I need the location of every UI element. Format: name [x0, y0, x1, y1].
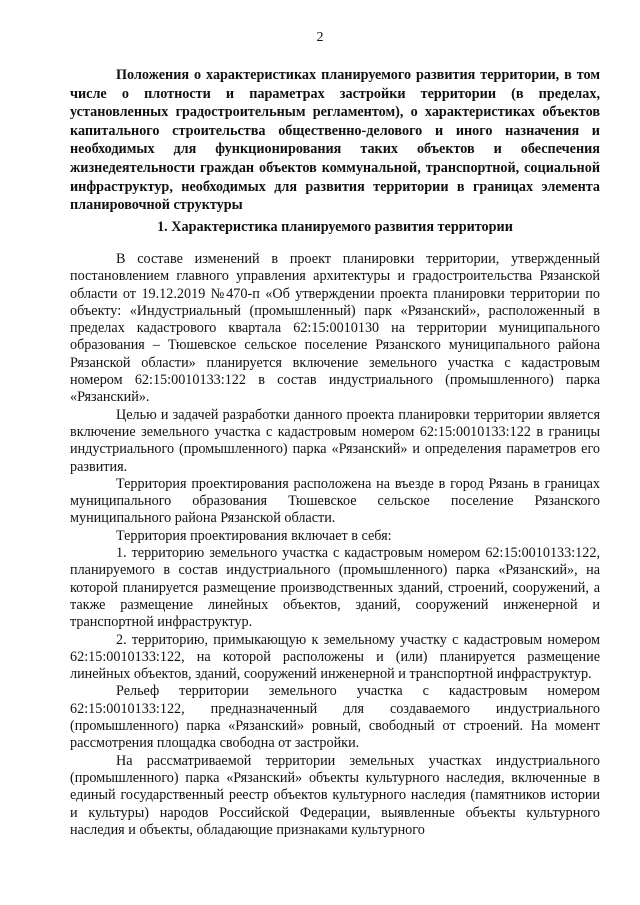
paragraph: Территория проектирования включает в себя:	[116, 527, 392, 544]
paragraph: Рельеф территории земельного участка с кадастровым номером 62:15:0010133:122, предназначенный для создаваемого индустриального (промышленного) парка «Рязанский» ровный, свободный от строений. На момент рассмотрения площадка свободна от застройки.	[70, 683, 600, 752]
paragraph: 1. территорию земельного участка с кадастровым номером 62:15:0010133:122, планируемого в состав индустриального (промышленного) парка «Рязанский», на которой планируется размещение производственных зданий, строений, сооружений, а также размещение линейных объектов, зданий, сооружений инженерной и транспортной инфраструктур.	[70, 545, 600, 631]
body-text	[70, 251, 600, 839]
page-number: 2	[316, 30, 324, 45]
paragraph: Территория проектирования расположена на въезде в город Рязань в границах муниципального образования Тюшевское сельское поселение Рязанского муниципального района Рязанской области.	[70, 475, 600, 527]
paragraph: 2. территорию, примыкающую к земельному участку с кадастровым номером 62:15:0010133:122, на которой расположены и (или) планируется размещение линейных объектов, зданий, сооружений инженерной и транспортной инфраструктур.	[70, 631, 600, 683]
section-title: 1. Характеристика планируемого развития территории	[157, 219, 513, 235]
document-heading: Положения о характеристиках планируемого развития территории, в том числе о плотности и параметрах застройки территории (в пределах, установленных градостроительным регламентом), о характеристиках объектов капитального строительства общественно-делового и иного назначения и необходимых для функционирования таких объектов и обеспечения жизнедеятельности граждан объектов коммунальной, транспортной, социальной инфраструктур, необходимых для развития территории в границах элемента планировочной структуры	[70, 67, 600, 214]
paragraph: В составе изменений в проект планировки территории, утвержденный постановлением главного управления архитектуры и градостроительства Рязанской области от 19.12.2019 №470-п «Об утверждении проекта планировки территории по объекту: «Индустриальный (промышленный) парк «Рязанский», расположенный в пределах кадастрового квартала 62:15:0010130 на территории муниципального образования – Тюшевское сельское поселение Рязанского муниципального района Рязанской области» планируется включение земельного участка с кадастровым номером 62:15:0010133:122 в состав индустриального (промышленного) парка «Рязанский».	[70, 251, 600, 406]
paragraph: На рассматриваемой территории земельных участках индустриального (промышленного) парка «Рязанский» объекты культурного наследия, включенные в единый государственный реестр объектов культурного наследия (памятников истории и культуры) народов Российской Федерации, выявленные объекты культурного наследия и объекты, обладающие признаками культурного	[70, 752, 600, 838]
paragraph: Целью и задачей разработки данного проекта планировки территории является включение земельного участка с кадастровым номером 62:15:0010133:122 в границы индустриального (промышленного) парка «Рязанский» и определения параметров его развития.	[70, 406, 600, 475]
